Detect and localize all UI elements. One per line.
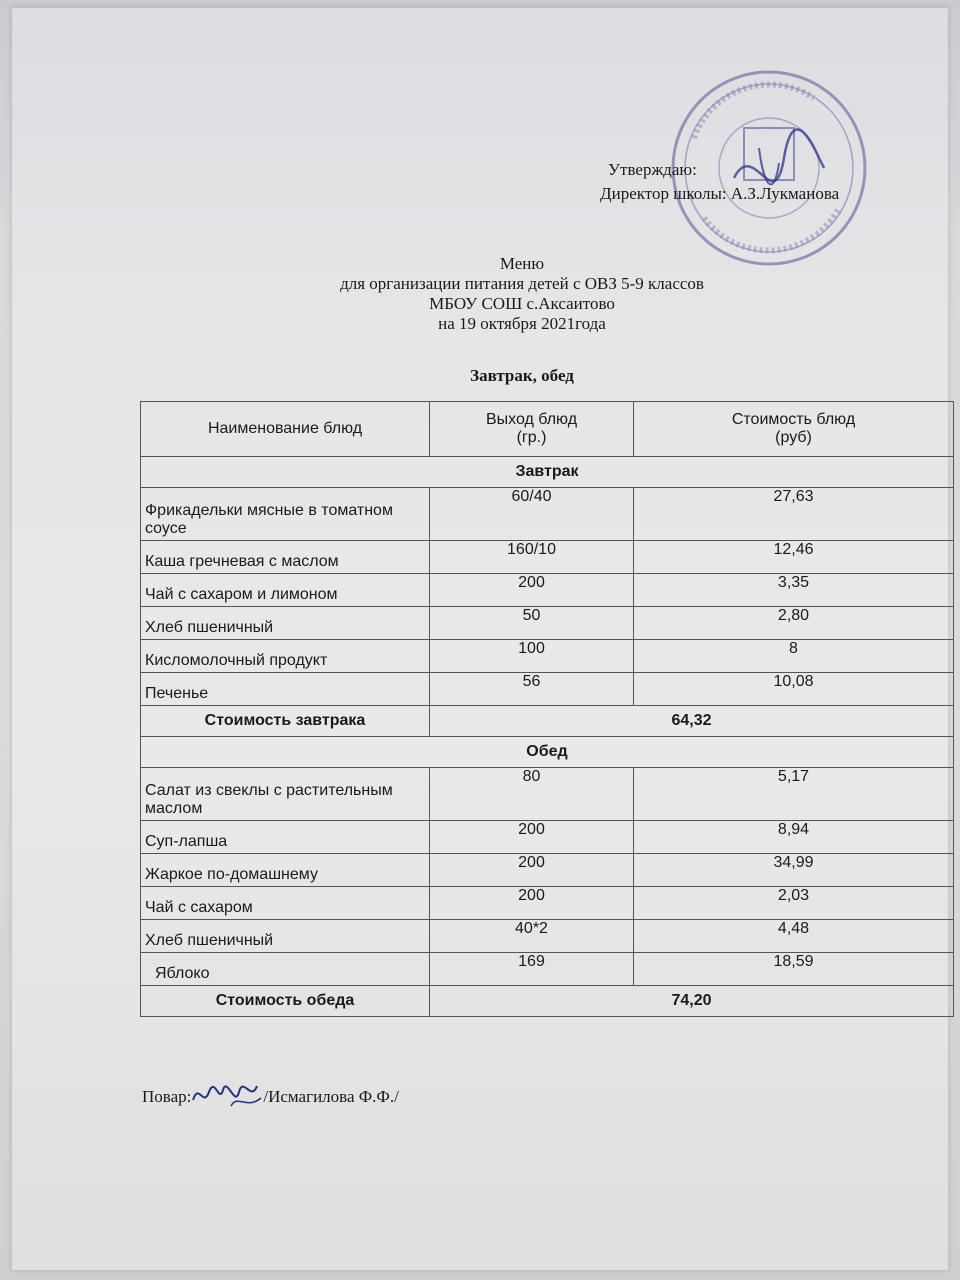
breakfast-section-row: [141, 457, 954, 488]
table-header-row: [141, 402, 954, 457]
lunch-total-label: Стоимость обеда: [141, 986, 430, 1017]
dish-yield: 169: [430, 953, 634, 986]
dish-cost: 8: [634, 640, 954, 673]
dish-cost: 12,46: [634, 541, 954, 574]
breakfast-total-row: [141, 706, 954, 737]
dish-name: Чай с сахаром и лимоном: [141, 574, 430, 607]
approval-line-1: Утверждаю:: [608, 160, 697, 179]
table-row: [141, 854, 954, 887]
dish-yield: 60/40: [430, 488, 634, 541]
menu-table: [140, 401, 954, 1017]
dish-yield: 50: [430, 607, 634, 640]
title-line-3: МБОУ СОШ с.Аксаитово: [429, 294, 615, 313]
dish-cost: 27,63: [634, 488, 954, 541]
cook-signature-line: [142, 1080, 399, 1110]
approval-block: [600, 158, 839, 206]
dish-yield: 200: [430, 574, 634, 607]
cook-name: /Исмагилова Ф.Ф./: [263, 1087, 399, 1106]
header-yield-line-2: (гр.): [516, 429, 547, 446]
breakfast-total-value: 64,32: [430, 706, 954, 737]
approval-line-2: Директор школы: А.З.Лукманова: [600, 184, 840, 203]
paper-sheet: [12, 8, 948, 1270]
cook-label: Повар:: [142, 1087, 192, 1106]
header-cost: [634, 402, 954, 457]
lunch-total-value: 74,20: [430, 986, 954, 1017]
dish-name: Кисломолочный продукт: [141, 640, 430, 673]
dish-yield: 40*2: [430, 920, 634, 953]
dish-cost: 5,17: [634, 768, 954, 821]
dish-yield: 200: [430, 854, 634, 887]
dish-name: Жаркое по-домашнему: [141, 854, 430, 887]
document-title: [12, 254, 960, 334]
dish-cost: 8,94: [634, 821, 954, 854]
table-row: [141, 488, 954, 541]
dish-yield: 200: [430, 821, 634, 854]
table-row: [141, 574, 954, 607]
dish-yield: 56: [430, 673, 634, 706]
header-yield-line-1: Выход блюд: [485, 411, 578, 428]
header-cost-line-2: (руб): [775, 429, 812, 446]
title-line-1: Меню: [499, 254, 545, 273]
dish-cost: 34,99: [634, 854, 954, 887]
title-line-4: на 19 октября 2021года: [438, 314, 606, 333]
dish-name: Салат из свеклы с растительным маслом: [141, 768, 430, 821]
dish-yield: 200: [430, 887, 634, 920]
table-row: [141, 673, 954, 706]
lunch-label: Обед: [141, 737, 954, 768]
dish-name: Печенье: [141, 673, 430, 706]
title-line-2: для организации питания детей с ОВЗ 5-9 классов: [340, 274, 704, 293]
lunch-section-row: [141, 737, 954, 768]
table-row: [141, 887, 954, 920]
header-yield: [430, 402, 634, 457]
breakfast-total-label: Стоимость завтрака: [141, 706, 430, 737]
table-row: [141, 920, 954, 953]
table-row: [141, 821, 954, 854]
signature-icon: [191, 1080, 263, 1110]
table-row: [141, 768, 954, 821]
section-title: Завтрак, обед: [470, 366, 574, 385]
dish-cost: 2,80: [634, 607, 954, 640]
dish-cost: 2,03: [634, 887, 954, 920]
header-name: Наименование блюд: [141, 402, 430, 457]
dish-name: Каша гречневая с маслом: [141, 541, 430, 574]
dish-name: Чай с сахаром: [141, 887, 430, 920]
dish-name: Яблоко: [141, 953, 430, 986]
dish-yield: 160/10: [430, 541, 634, 574]
header-cost-line-1: Стоимость блюд: [731, 411, 856, 428]
dish-yield: 100: [430, 640, 634, 673]
dish-name: Хлеб пшеничный: [141, 920, 430, 953]
dish-cost: 10,08: [634, 673, 954, 706]
breakfast-label: Завтрак: [141, 457, 954, 488]
dish-name: Суп-лапша: [141, 821, 430, 854]
dish-name: Фрикадельки мясные в томатном соусе: [141, 488, 430, 541]
table-row: [141, 640, 954, 673]
table-row: [141, 541, 954, 574]
table-row: [141, 953, 954, 986]
table-row: [141, 607, 954, 640]
dish-yield: 80: [430, 768, 634, 821]
dish-cost: 3,35: [634, 574, 954, 607]
lunch-total-row: [141, 986, 954, 1017]
dish-cost: 18,59: [634, 953, 954, 986]
dish-name: Хлеб пшеничный: [141, 607, 430, 640]
dish-cost: 4,48: [634, 920, 954, 953]
